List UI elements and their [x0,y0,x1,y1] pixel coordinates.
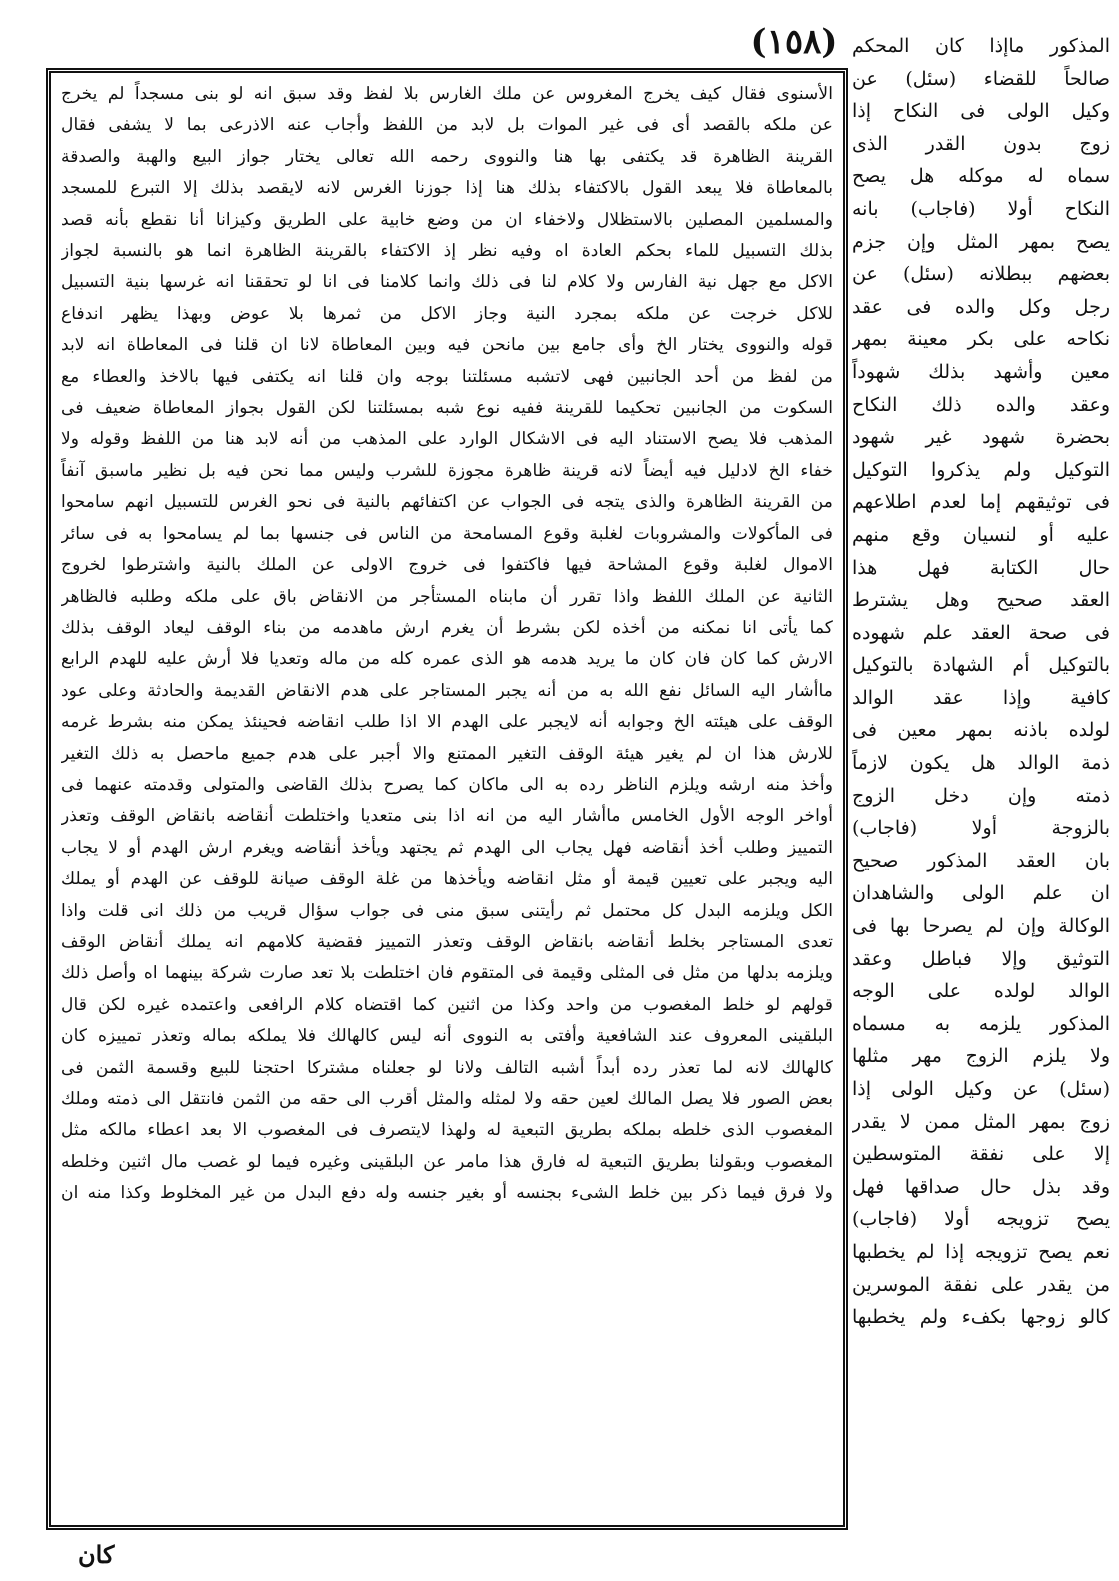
main-text-line: الوقف على هيئته الخ وجوابه أنه لايجبر على الهدم الا اذا طلب انقاضه فحينئذ يمكن منه بشرط غرمه [61,712,833,733]
main-text-body [61,79,833,1210]
margin-text-line: وعقد والده ذلك النكاح [852,393,1110,416]
main-text-line: تعدى المستاجر بخلط أنقاضه بانقاض الوقف وتعذر التمييز فقضية كلامهم انه يملك أنقاض الوقف [61,931,833,952]
main-text-line: ماأشار اليه السائل نفع الله به من أنه يجبر المستاجر على هدم الانقاض القديمة والحادثة وعلى عود [61,680,833,701]
margin-text-line: نعم يصح تزويجه إذا لم يخطبها [852,1240,1110,1263]
margin-text-line: العقد صحيح وهل يشترط [852,589,1110,612]
main-text-line: عن ملكه بالقصد أى فى غير الموات بل لابد من اللفظ وأجاب عنه الاذرعى بما لا يشفى فقال [61,115,833,136]
margin-text-line: زوج بدون القدر الذى [852,132,1110,155]
margin-text-line: فى صحة العقد علم شهوده [852,621,1110,644]
main-text-line: قوله والنووى يختار الخ وأى جامع بين مانحن فيه وبين المعاطاة لانا ان قلنا فى المعاطاة انه لابد [61,335,833,356]
main-text-line: والمسلمين المصلين بالاستظلال ولاخفاء ان من وضع خابية على الطريق وكيزانا أنا نقطع بأنه قصد [61,209,833,230]
margin-text-line: التوكيل ولم يذكروا التوكيل [852,458,1110,481]
margin-text-line: يصح تزويجه أولا (فاجاب) [852,1208,1110,1231]
margin-text-line: ولا يلزم الزوج مهر مثلها [852,1045,1110,1068]
main-text-line: التمييز وطلب أخذ أنقاضه فهل يجاب الى الهدم ثم يجتهد ويأخذ أنقاضه ويغرم ارش الهدم أو لا يجاب [61,837,833,858]
main-text-line: المذهب فلا يصح الاستناد اليه فى الاشكال الوارد على المذهب من أنه لابد هنا من اللفظ وقوله ولا [61,429,833,450]
main-text-line: للارش هذا ان لم يغير هيئة الوقف التغير الممتنع والا أجبر على هدم جميع ماحصل به ذلك التغير [61,743,833,764]
margin-text-line: كافية وإذا عقد الوالد [852,686,1110,709]
margin-text-line: فى توثيقهم إما لعدم اطلاعهم [852,491,1110,514]
main-text-line: المغصوب وبقولنا بطريق التبعية له فارق هذا مامر عن البلقينى وغيره فيما لو غصب مال اثنين وخلطه [61,1151,833,1172]
margin-text-line: وكيل الولى فى النكاح إذا [852,100,1110,123]
margin-text-line: معين وأشهد بذلك شهوداً [852,360,1110,383]
main-text-line: بالمعاطاة فلا يبعد القول بالاكتفاء بذلك هنا إذا جوزنا الغرس لانه لايقصد بذلك إلا التبرع للمسجد [61,178,833,199]
margin-text-line: (سئل) عن وكيل الولى إذا [852,1078,1110,1100]
main-text-line: اليه ويجبر على تعيين قيمة أو مثل انقاضه ويأخذها من غلة الوقف صيانة للوقف عن الهدم أو يملك [61,869,833,890]
margin-text-line: من يقدر على نفقة الموسرين [852,1273,1110,1296]
main-text-line: من لفظ من أحد الجانبين فهى لاتشبه مسئلتنا بوجه وان قلنا انه يكتفى فيها بالاخذ والعطاء مع [61,366,833,387]
margin-text-line: المذكور يلزمه به مسماه [852,1012,1110,1035]
margin-text-line: زوج بمهر المثل ممن لا يقدر [852,1110,1110,1133]
main-text-line: قولهم لو خلط المغصوب من واحد وكذا من اثنين كما اقتضاه كلام الرافعى واعتمده غيره لكن قال [61,994,833,1015]
margin-text-line: ذمته وإن دخل الزوج [852,784,1110,807]
main-text-line: الثانية عن الملك اللفظ واذا تقرر أن مابناه المستأجر من الانقاض باق على ملكه وطلبه فالظاهر [61,586,833,607]
main-text-line: الارش كما كان فان كان ما يريد هدمه هو الذى عمره كله من ماله وتعديا فلا أرش عليه للهدم الرابع [61,649,833,670]
main-text-line: وأخذ منه ارشه ويلزم الناظر رده به الى ماكان كما يصرح بذلك القاضى والمتولى وقدمته عنهما فى [61,774,833,795]
main-text-line: فى المأكولات والمشروبات لغلبة وقوع المسامحة من الناس فى جنسها بما لم يسامحوا به فى سائر [61,523,833,544]
main-text-line: السكوت من الجانبين تحكيما للقرينة ففيه نوع شبه بمسئلتنا لكن القول بجواز المعاطاة ضعيف فى [61,398,833,419]
main-text-line: كما يأتى انا نمكنه من أخذه لكن بشرط أن يغرم ارش ماهدمه من بناء الوقف ليعاد الوقف بذلك [61,617,833,638]
main-text-line: القرينة الظاهرة قد يكتفى بها هنا والنووى رحمه الله تعالى يختار جواز البيع والهبة والصدقة [61,146,833,167]
margin-text-line: ذمة الوالد هل يكون لازماً [852,752,1110,775]
main-text-line: ويلزمه بدلها من مثل فى المثلى وقيمة فى المتقوم فان اختلطت بلا تعد صارت شركة بينهما اه وأصل ذلك [61,963,833,984]
margin-text-line: إلا على نفقة المتوسطين [852,1143,1110,1166]
margin-text-line: سماه له موكله هل يصح [852,165,1110,188]
margin-text-line: بالزوجة أولا (فاجاب) [852,817,1110,840]
margin-text-line: صالحاً للقضاء (سئل) عن [852,67,1110,90]
main-text-line: بعض الصور فلا يصل المالك لعين حقه ولا لمثله والمثل أقرب الى حقه من الثمن فانتقل الى ذمته وملك [61,1089,833,1109]
margin-text-line: وقد بذل حال صداقها فهل [852,1175,1110,1198]
main-text-line: الاموال لغلبة وقوع المشاحة فيها فاكتفوا فى خروج الاولى عن الملك بالنية واشترطوا لخروج [61,555,833,576]
main-text-line: الأسنوى فقال كيف يخرج المغروس عن ملك الغارس بلا لفظ وقد سبق انه لو بنى مسجداً لم يخرج [61,84,833,104]
main-text-line: بذلك التسبيل للماء بحكم العادة اه وفيه نظر إذ الاكتفاء بالقرينة الظاهرة انما هو بالنسبة لجواز [61,241,833,262]
page-number: (١٥٨) [750,22,838,62]
margin-text-line: كالو زوجها بكفء ولم يخطبها [852,1306,1110,1329]
margin-text-line: عليه أو لنسيان وقع منهم [852,523,1110,546]
margin-text-line: ان علم الولى والشاهدان [852,882,1110,905]
main-text-line: كالهالك لانه لما تعذر رده أبداً أشبه التالف ولانا لو جعلناه مشتركا احتجنا للبيع وقسمة الثمن فى [61,1057,833,1078]
margin-text-line: بالتوكيل أم الشهادة بالتوكيل [852,654,1110,677]
margin-text-line: رجل وكل والده فى عقد [852,295,1110,318]
main-text-line: الاكل مع جهل نية الفارس ولا كلام لنا فى ذلك وانما كلامنا فى انا لو تحققنا انه غرسها بنية التسبيل [61,272,833,293]
main-text-frame [46,68,848,1530]
margin-text-line: يصح بمهر المثل وإن جزم [852,230,1110,253]
margin-text-line: المذكور ماإذا كان المحكم [852,35,1110,57]
main-text-line: للاكل خرجت عن ملكه بمجرد النية وجاز الاكل من ثمرها بلا عوض وبهذا يظهر اندفاع [61,303,833,324]
main-text-line: أواخر الوجه الأول الخامس ماأشار اليه من انه اذا بنى متعديا واختلطت أنقاضه بانقاض الوقف وتعذر [61,806,833,827]
main-text-line: البلقينى المعروف عند الشافعية وأفتى به النووى أنه ليس كالهالك فلا يملكه بماله وتعذر تمييزه كان [61,1026,833,1047]
margin-commentary-column [852,30,1110,1555]
margin-text-line: نكاحه على بكر معينة بمهر [852,328,1110,351]
margin-text-line: لولده باذنه بمهر معين فى [852,719,1110,742]
main-text-line: من القرينة الظاهرة والذى يتجه فى الجواب عن اكتفائهم بالنية فى نحو الغرس للتسبيل انهم سامحوا [61,492,833,513]
margin-text-line: بان العقد المذكور صحيح [852,849,1110,872]
margin-text-line: الوكالة وإن لم يصرحا بها فى [852,915,1110,938]
margin-text-line: حال الكتابة فهل هذا [852,556,1110,579]
catchword: كان [78,1540,115,1569]
main-text-line: ولا فرق فيما ذكر بين خلط الشىء بجنسه أو بغير جنسه وله دفع البدل من غير المخلوط وكذا منه ان [61,1183,833,1204]
margin-text-line: التوثيق وإلا فباطل وعقد [852,947,1110,970]
main-text-line: المغصوب الذى خلطه بملكه بطريق التبعية له ولهذا لايتصرف فى المغصوب الا بعد اعطاء مالكه مثل [61,1120,833,1141]
margin-text-line: بعضهم ببطلانه (سئل) عن [852,263,1110,286]
margin-text-line: الوالد لولده على الوجه [852,980,1110,1003]
main-text-line: الكل ويلزمه البدل كل محتمل ثم رأيتنى سبق منى فى جواب سؤال قريب من ذلك انى قلت واذا [61,900,833,921]
margin-text-line: بحضرة شهود غير شهود [852,426,1110,449]
margin-text-line: النكاح أولا (فاجاب) بانه [852,197,1110,220]
main-text-line: خفاء الخ لادليل فيه أيضاً لانه قرينة ظاهرة مجوزة للشرب وليس مما نحن فيه بل نظير ماسبق آنفاً [61,460,833,481]
